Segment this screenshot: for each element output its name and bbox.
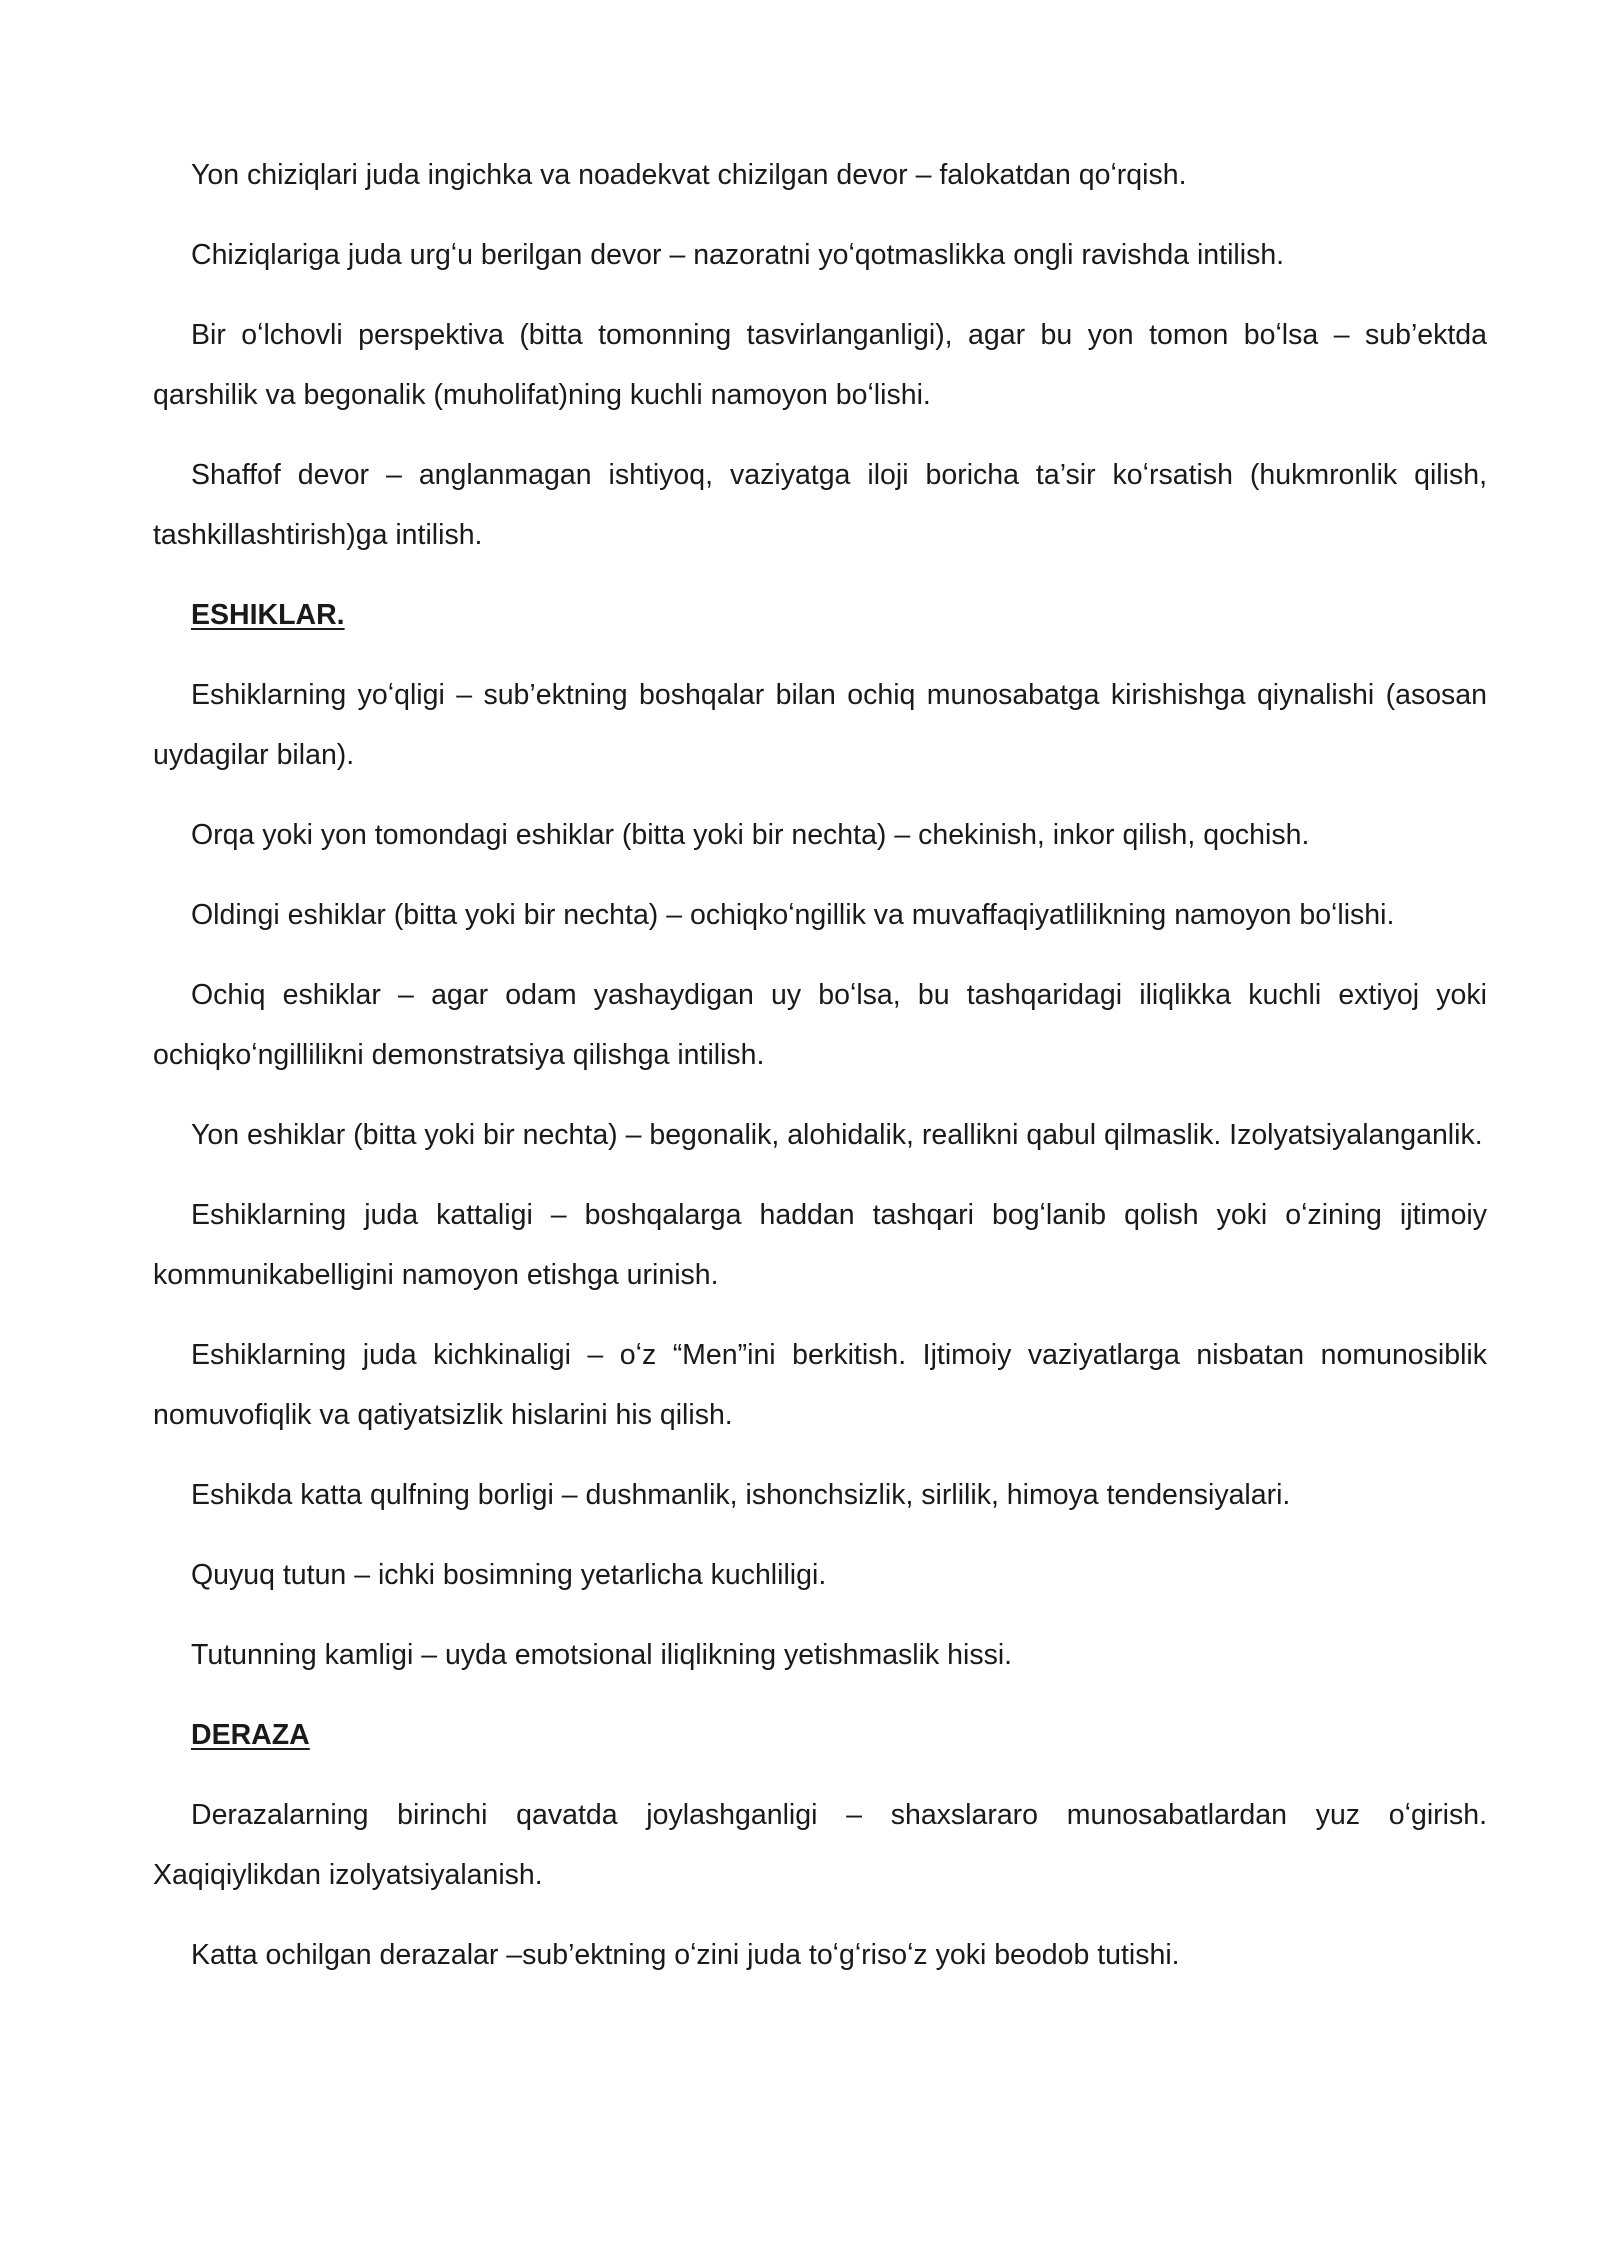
document-page	[153, 145, 1487, 2005]
paragraph: Yon eshiklar (bitta yoki bir nechta) – begonalik, alohidalik, reallikni qabul qilmaslik. Izolyatsiyalanganlik.	[191, 1119, 1483, 1151]
paragraph: Derazalarning birinchi qavatda joylashganligi – shaxslararo munosabatlardan yuz oʻgirish. Xaqiqiylikdan izolyatsiyalanish.	[153, 1799, 1487, 1891]
paragraph: Eshiklarning juda kichkinaligi – oʻz “Men”ini berkitish. Ijtimoiy vaziyatlarga nisbatan nomunosiblik nomuvofiqlik va qatiyatsizlik hislarini his qilish.	[153, 1339, 1487, 1431]
paragraph: Eshikda katta qulfning borligi – dushmanlik, ishonchsizlik, sirlilik, himoya tendensiyalari.	[191, 1479, 1291, 1511]
paragraph: Quyuq tutun – ichki bosimning yetarlicha kuchliligi.	[191, 1559, 827, 1591]
paragraph: Bir oʻlchovli perspektiva (bitta tomonning tasvirlanganligi), agar bu yon tomon boʻlsa – sub’ektda qarshilik va begonalik (muholifat)ning kuchli namoyon boʻlishi.	[153, 319, 1487, 411]
paragraph: Oldingi eshiklar (bitta yoki bir nechta) – ochiqkoʻngillik va muvaffaqiyatlilikning namoyon boʻlishi.	[191, 899, 1395, 931]
paragraph: Shaffof devor – anglanmagan ishtiyoq, vaziyatga iloji boricha ta’sir koʻrsatish (hukmronlik qilish, tashkillashtirish)ga intilish.	[153, 459, 1487, 551]
paragraph: Tutunning kamligi – uyda emotsional iliqlikning yetishmaslik hissi.	[191, 1639, 1013, 1671]
paragraph: Orqa yoki yon tomondagi eshiklar (bitta yoki bir nechta) – chekinish, inkor qilish, qochish.	[191, 819, 1310, 851]
section-heading-deraza: DERAZA	[191, 1719, 310, 1751]
paragraph: Eshiklarning juda kattaligi – boshqalarga haddan tashqari bogʻlanib qolish yoki oʻzining ijtimoiy kommunikabelligini namoyon etishga urinish.	[153, 1199, 1487, 1291]
section-heading-eshiklar: ESHIKLAR.	[191, 599, 345, 631]
paragraph: Chiziqlariga juda urgʻu berilgan devor – nazoratni yoʻqotmaslikka ongli ravishda intilish.	[191, 239, 1285, 271]
paragraph: Ochiq eshiklar – agar odam yashaydigan uy boʻlsa, bu tashqaridagi iliqlikka kuchli extiyoj yoki ochiqkoʻngillilikni demonstratsiya qilishga intilish.	[153, 979, 1487, 1071]
paragraph: Yon chiziqlari juda ingichka va noadekvat chizilgan devor – falokatdan qoʻrqish.	[191, 159, 1187, 191]
paragraph: Eshiklarning yoʻqligi – sub’ektning boshqalar bilan ochiq munosabatga kirishishga qiynalishi (asosan uydagilar bilan).	[153, 679, 1487, 771]
paragraph: Katta ochilgan derazalar –sub’ektning oʻzini juda toʻgʻrisoʻz yoki beodob tutishi.	[191, 1939, 1180, 1971]
